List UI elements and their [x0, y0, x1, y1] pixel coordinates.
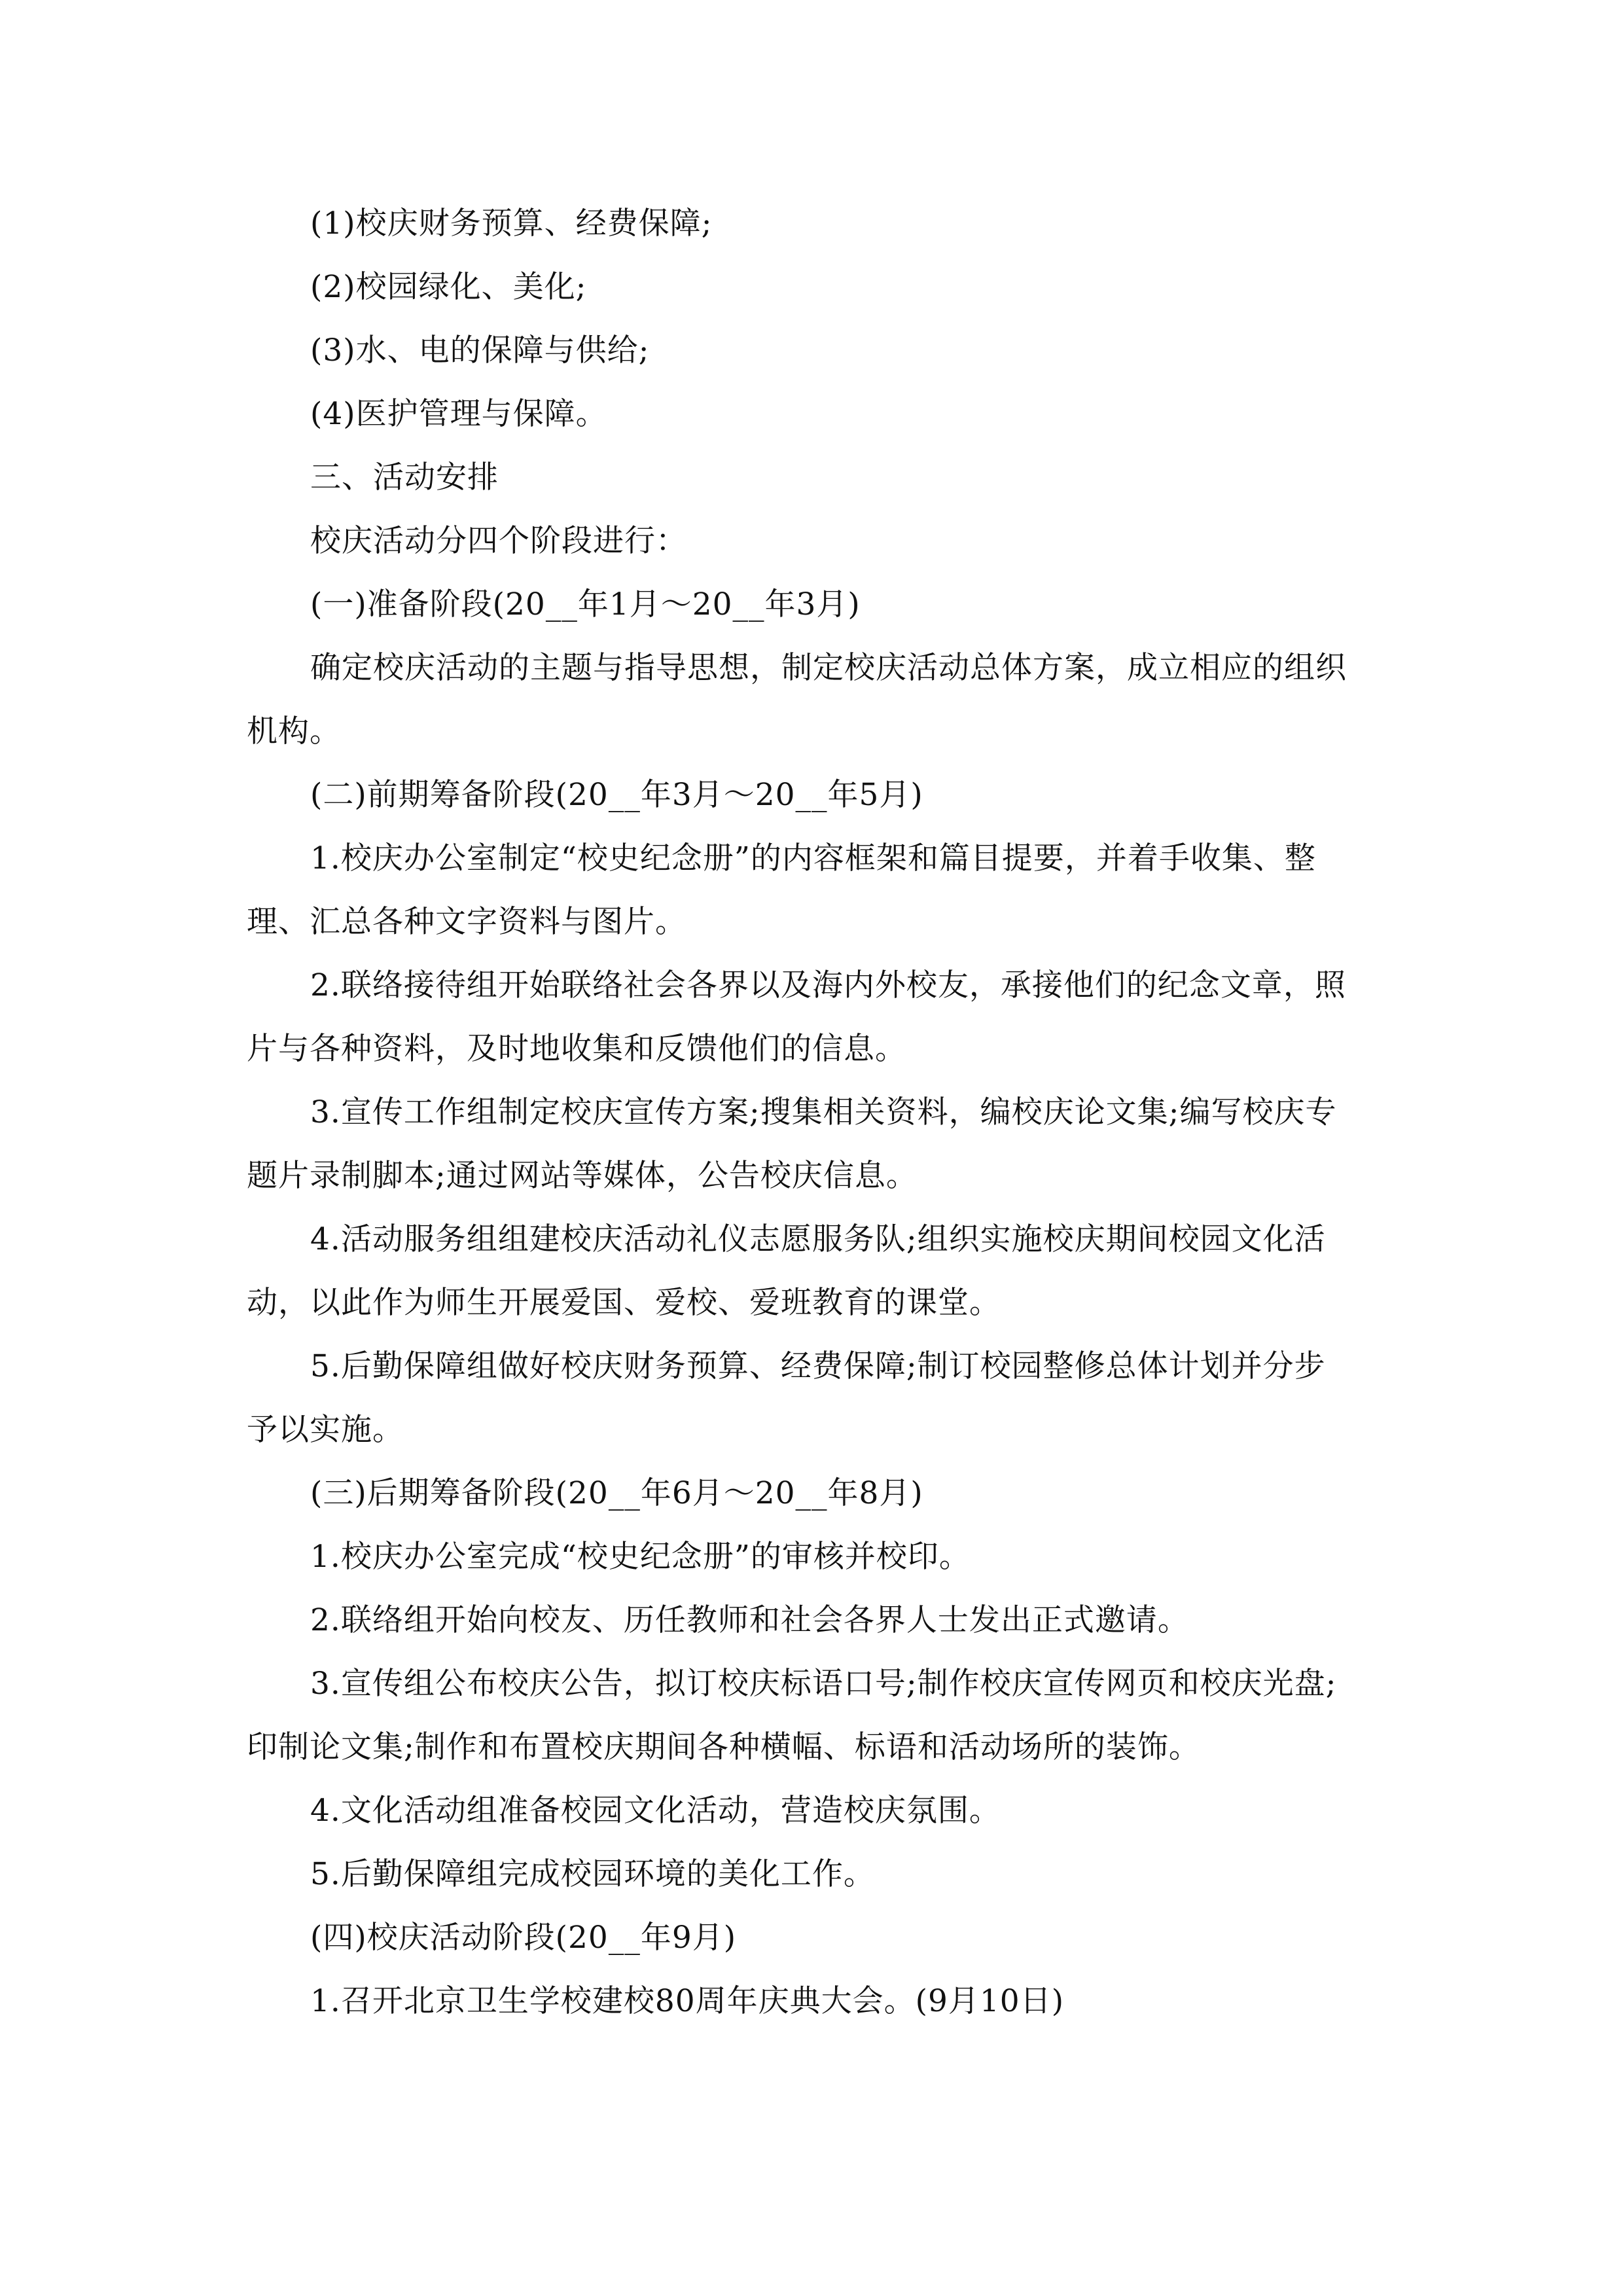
document-body	[247, 192, 1379, 2033]
document-line: 1.召开北京卫生学校建校80周年庆典大会。(9月10日)	[310, 1983, 1065, 2019]
document-line: 5.后勤保障组做好校庆财务预算、经费保障;制订校园整修总体计划并分步	[310, 1348, 1326, 1384]
document-line: 印制论文集;制作和布置校庆期间各种横幅、标语和活动场所的装饰。	[247, 1729, 1200, 1765]
document-line: 校庆活动分四个阶段进行：	[310, 523, 687, 559]
document-line: (三)后期筹备阶段(20__年6月～20__年8月)	[310, 1475, 923, 1511]
document-line: 三、活动安排	[310, 459, 499, 495]
document-line: (1)校庆财务预算、经费保障;	[310, 206, 713, 242]
document-line: 5.后勤保障组完成校园环境的美化工作。	[310, 1856, 875, 1892]
document-line: 1.校庆办公室完成“校史纪念册”的审核并校印。	[310, 1539, 971, 1575]
document-line: 确定校庆活动的主题与指导思想，制定校庆活动总体方案，成立相应的组织	[310, 650, 1347, 686]
document-line: 1.校庆办公室制定“校史纪念册”的内容框架和篇目提要，并着手收集、整	[310, 840, 1316, 876]
document-line: (二)前期筹备阶段(20__年3月～20__年5月)	[310, 777, 923, 813]
document-line: (2)校园绿化、美化;	[310, 269, 587, 305]
document-line: 题片录制脚本;通过网站等媒体，公告校庆信息。	[247, 1158, 918, 1194]
document-line: 动，以此作为师生开展爱国、爱校、爱班教育的课堂。	[247, 1285, 1001, 1321]
document-line: 2.联络接待组开始联络社会各界以及海内外校友，承接他们的纪念文章，照	[310, 967, 1346, 1003]
document-line: (3)水、电的保障与供给;	[310, 332, 650, 368]
document-line: 3.宣传工作组制定校庆宣传方案;搜集相关资料，编校庆论文集;编写校庆专	[310, 1094, 1337, 1130]
document-line: (4)医护管理与保障。	[310, 396, 607, 432]
document-line: 理、汇总各种文字资料与图片。	[247, 904, 687, 940]
document-line: (四)校庆活动阶段(20__年9月)	[310, 1920, 737, 1956]
document-line: (一)准备阶段(20__年1月～20__年3月)	[310, 586, 861, 622]
document-line: 4.文化活动组准备校园文化活动，营造校庆氛围。	[310, 1793, 1001, 1829]
document-line: 2.联络组开始向校友、历任教师和社会各界人士发出正式邀请。	[310, 1602, 1189, 1638]
document-line: 4.活动服务组组建校庆活动礼仪志愿服务队;组织实施校庆期间校园文化活	[310, 1221, 1326, 1257]
document-line: 机构。	[247, 713, 341, 749]
document-line: 片与各种资料，及时地收集和反馈他们的信息。	[247, 1031, 906, 1067]
document-line: 予以实施。	[247, 1412, 404, 1448]
document-line: 3.宣传组公布校庆公告，拟订校庆标语口号;制作校庆宣传网页和校庆光盘;	[310, 1666, 1337, 1702]
